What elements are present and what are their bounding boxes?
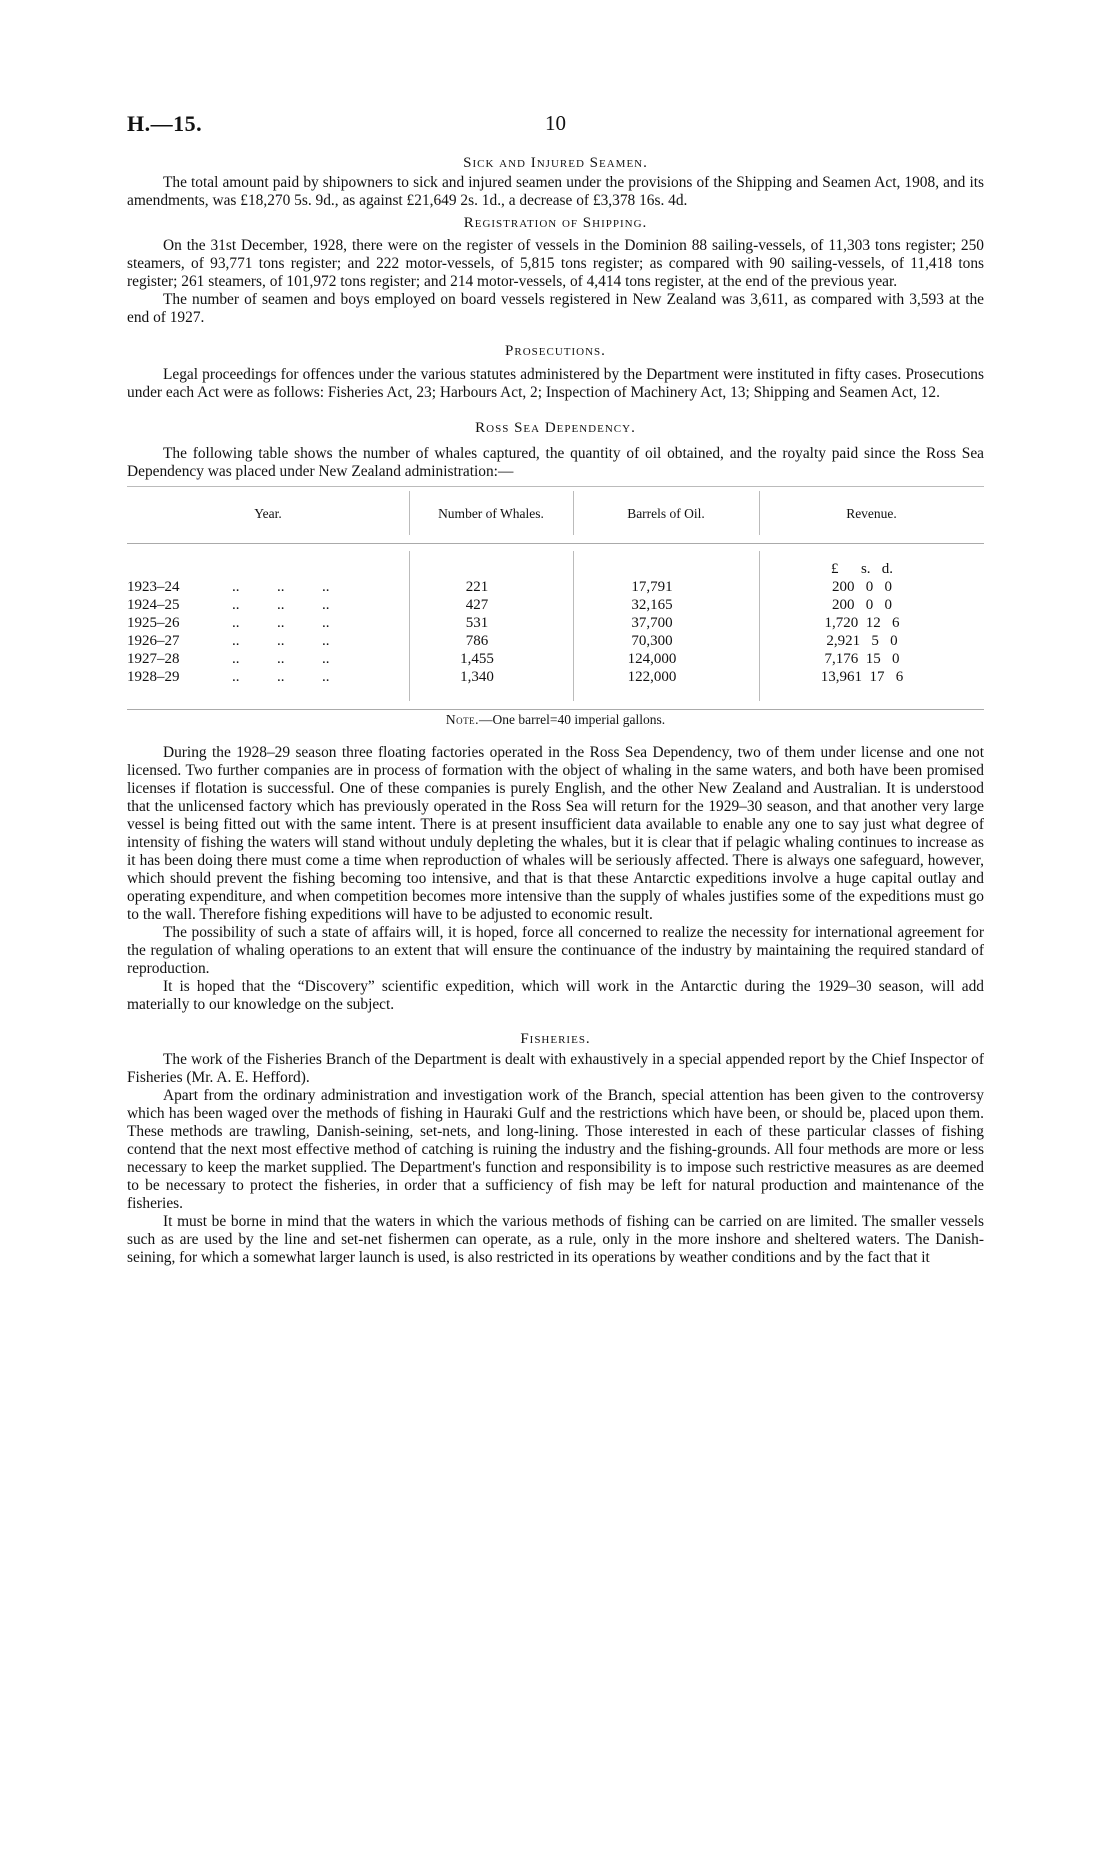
leader-dots: .. .. ..: [232, 615, 330, 631]
table-cell-oil: 70,300: [631, 633, 673, 649]
column-header-year: Year.: [254, 506, 282, 521]
section-ross-sea-dependency: [127, 418, 984, 1014]
paragraph: Legal proceedings for offences under the various statutes administered by the Department were instituted in fifty cases. Prosecutions under each Act were as follows: Fisheries Act, 23; Harbours Act, 2; Inspection of Machinery Act, 13; Shipping and Seamen Act, 12.: [127, 366, 984, 401]
table-cell-year: 1925–26: [127, 615, 180, 631]
table-cell-revenue: 2,921 5 0: [826, 633, 898, 649]
table-cell-whales: 427: [465, 597, 489, 613]
column-header-revenue: Revenue.: [846, 506, 897, 521]
paragraph: The number of seamen and boys employed on board vessels registered in New Zealand was 3,611, as compared with 3,593 at the end of 1927.: [127, 291, 984, 326]
section-heading: Registration of Shipping.: [463, 215, 648, 231]
section-sick-injured-seamen: [127, 153, 984, 210]
leader-dots: .. .. ..: [232, 597, 330, 613]
table-cell-revenue: 200 0 0: [832, 597, 892, 613]
table-cell-revenue: 7,176 15 0: [824, 651, 900, 667]
table-cell-whales: 531: [465, 615, 489, 631]
leader-dots: .. .. ..: [232, 633, 330, 649]
paragraph: The possibility of such a state of affairs will, it is hoped, force all concerned to realize the necessity for international agreement for the regulation of whaling operations to an extent that will ensure the continuance of the industry by maintaining the required standard of reproduction.: [127, 924, 984, 977]
table-rule-top: [127, 486, 984, 487]
paragraph: The work of the Fisheries Branch of the Department is dealt with exhaustively in a special appended report by the Chief Inspector of Fisheries (Mr. A. E. Hefford).: [127, 1051, 984, 1086]
table-cell-oil: 124,000: [627, 651, 677, 667]
section-fisheries: [127, 1029, 984, 1267]
paragraph: On the 31st December, 1928, there were on the register of vessels in the Dominion 88 sailing-vessels, of 11,303 tons register; 250 steamers, of 93,771 tons register; and 222 motor-vessels, of 5,815 tons register; as compared with 90 sailing-vessels, of 11,418 tons register; 261 steamers, of 101,972 tons register; and 214 motor-vessels, of 4,414 tons register, at the end of the previous year.: [127, 237, 984, 290]
table-divider: [409, 551, 410, 701]
table-rule-bottom: [127, 709, 984, 710]
section-prosecutions: [127, 341, 984, 402]
column-header-oil: Barrels of Oil.: [627, 506, 705, 521]
table-note-label: Note.: [445, 712, 480, 727]
table-cell-revenue: 1,720 12 6: [824, 615, 900, 631]
paragraph: The following table shows the number of whales captured, the quantity of oil obtained, and the royalty paid since the Ross Sea Dependency was placed under New Zealand administration:—: [127, 445, 984, 480]
paragraph: During the 1928–29 season three floating factories operated in the Ross Sea Dependency, two of them under license and one not licensed. Two further companies are in process of formation with the object of whaling in the same waters, and both have been promised licenses if flotation is successful. One of these companies is purely English, and the other New Zealand and Australian. It is understood that the unlicensed factory which has previously operated in the Ross Sea will return for the 1929–30 season, and that another very large vessel is being fitted out with the same intent. There is at present insufficient data available to enable any one to say just what degree of intensity of fishing the waters will stand without unduly depleting the whales, but it is clear that if pelagic whaling continues to increase as it has been doing there must come a time when reproduction of whales will be seriously affected. There is always one safeguard, however, which should prevent the fishing becoming too intensive, and that is that these Antarctic expeditions involve a huge capital outlay and operating expenditure, and when competition becomes more intensive than the supply of whales justifies some of the expeditions must go to the wall. Therefore fishing expeditions will have to be adjusted to economic result.: [127, 744, 984, 923]
document-reference: H.—15.: [127, 111, 203, 136]
leader-dots: .. .. ..: [232, 579, 330, 595]
table-cell-revenue: 200 0 0: [832, 579, 892, 595]
paragraph: The total amount paid by shipowners to sick and injured seamen under the provisions of the Shipping and Seamen Act, 1908, and its amendments, was £18,270 5s. 9d., as against £21,649 2s. 1d., a decrease of £3,378 16s. 4d.: [127, 174, 984, 209]
table-cell-year: 1926–27: [127, 633, 180, 649]
table-cell-whales: 1,455: [460, 651, 494, 667]
section-registration-of-shipping: [127, 213, 984, 327]
table-cell-year: 1928–29: [127, 669, 180, 685]
table-note-text: —One barrel=40 imperial gallons.: [479, 712, 666, 727]
table-cell-oil: 122,000: [627, 669, 677, 685]
table-divider: [573, 551, 574, 701]
section-heading: Ross Sea Dependency.: [475, 420, 636, 436]
paragraph: Apart from the ordinary administration and investigation work of the Branch, special attention has been given to the controversy which has been waged over the methods of fishing in Hauraki Gulf and the restrictions which have been, or should be, placed upon them. These methods are trawling, Danish-seining, set-nets, and long-lining. Those interested in each of these particular classes of fishing contend that the next most effective method of catching is ruining the industry and the fishing-grounds. All four methods are more or less necessary to keep the market supplied. The Department's function and responsibility is to impose such restrictive measures as are deemed to be necessary to protect the fisheries, in order that a sufficiency of fish may be left for natural production and maintenance of the fisheries.: [127, 1087, 984, 1212]
table-cell-whales: 1,340: [460, 669, 494, 685]
section-heading: Fisheries.: [520, 1031, 591, 1047]
table-note: [127, 712, 984, 728]
section-heading: Prosecutions.: [505, 343, 606, 359]
table-cell-year: 1924–25: [127, 597, 180, 613]
leader-dots: .. .. ..: [232, 669, 330, 685]
table-cell-oil: 17,791: [631, 579, 673, 595]
table-cell-year: 1927–28: [127, 651, 180, 667]
column-header-whales: Number of Whales.: [438, 506, 544, 521]
revenue-units: £ s. d.: [830, 561, 894, 577]
table-cell-whales: 786: [465, 633, 489, 649]
table-cell-oil: 37,700: [631, 615, 673, 631]
leader-dots: .. .. ..: [232, 651, 330, 667]
table-rule-header: [127, 543, 984, 544]
table-cell-revenue: 13,961 17 6: [820, 669, 904, 685]
paragraph: It is hoped that the “Discovery” scientific expedition, which will work in the Antarctic during the 1929–30 season, will add materially to our knowledge on the subject.: [127, 978, 984, 1013]
paragraph: It must be borne in mind that the waters in which the various methods of fishing can be carried on are limited. The smaller vessels such as are used by the line and set-net fishermen can operate, as a rule, only in the more inshore and sheltered waters. The Danish-seining, for which a somewhat larger launch is used, is also restricted in its operations by weather conditions and by the fact that it: [127, 1213, 984, 1266]
table-cell-year: 1923–24: [127, 579, 180, 595]
page-number: 10: [545, 111, 566, 135]
table-cell-oil: 32,165: [631, 597, 673, 613]
page-content: [127, 153, 984, 1267]
table-cell-whales: 221: [465, 579, 489, 595]
whaling-table: [127, 485, 984, 712]
section-heading: Sick and Injured Seamen.: [463, 155, 648, 171]
table-divider: [759, 551, 760, 701]
